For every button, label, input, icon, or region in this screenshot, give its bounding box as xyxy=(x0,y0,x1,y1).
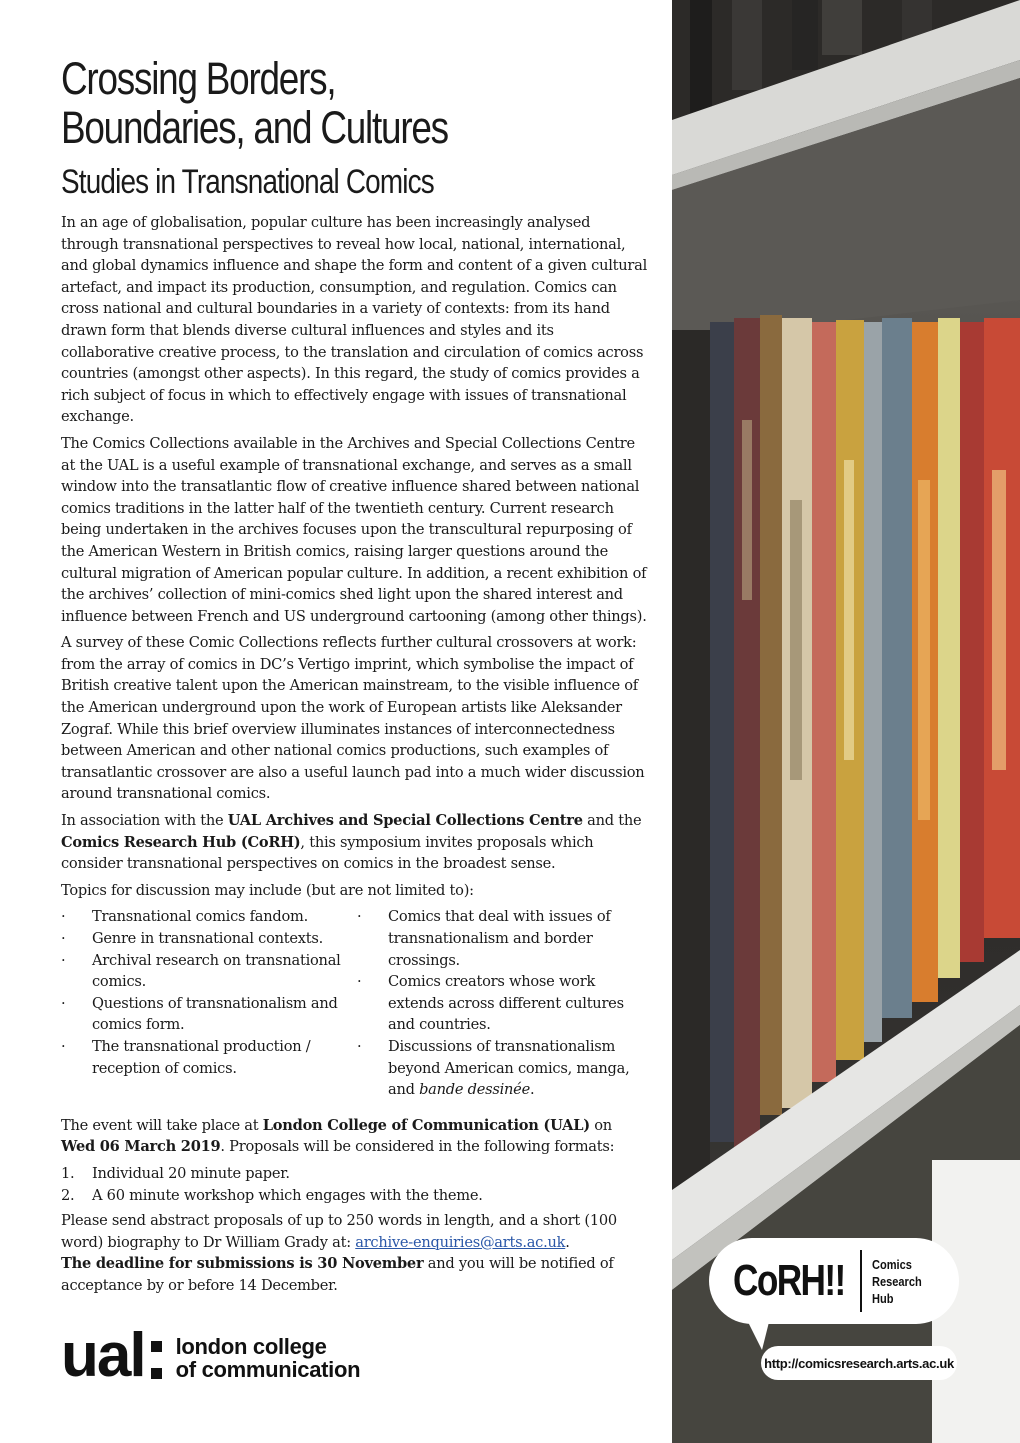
list-number: 2. xyxy=(61,1186,75,1204)
deadline-text: The deadline for submissions is 30 November xyxy=(61,1255,424,1273)
lcc-wordmark xyxy=(176,1335,361,1381)
list-item xyxy=(61,1185,649,1207)
topics-column-1 xyxy=(61,906,357,1100)
page-title xyxy=(61,54,635,152)
paragraph-submission xyxy=(61,1210,649,1296)
lcc-line-2: of communication xyxy=(175,1357,361,1382)
corh-logo xyxy=(709,1238,959,1324)
list-item: · The transnational production / reception of comics. xyxy=(61,1036,357,1079)
list-item: · Transnational comics fandom. xyxy=(61,906,357,928)
paragraph-intro: In an age of globalisation, popular culture has been increasingly analysed through transnational perspectives to reveal how local, national, international, and global dynamics influence and shape the form and content of a given cultural artefact, and impact its production, consumption, and regulation. Comics can cross national and cultural boundaries in a variety of contexts: from its hand drawn form that blends diverse cultural influences and styles and its collaborative creative process, to the translation and circulation of comics across countries (amongst other aspects). In this regard, the study of comics provides a rich subject of focus in which to effectively engage with issues of transnational exchange. xyxy=(61,214,647,426)
corh-sub-line: Hub xyxy=(872,1290,894,1306)
corh-url-link[interactable]: http://comicsresearch.arts.ac.uk xyxy=(761,1346,957,1380)
event-date: Wed 06 March 2019 xyxy=(61,1138,221,1156)
text-span: . Proposals will be considered in the following formats: xyxy=(220,1138,615,1156)
topics-column-2 xyxy=(357,906,649,1100)
bande-dessinee-term: bande dessinée xyxy=(419,1081,530,1099)
email-link[interactable]: archive-enquiries@arts.ac.uk xyxy=(355,1233,566,1251)
text-span: , this symposium invites proposals which consider transnational perspectives on comics in the broadest sense. xyxy=(61,833,594,873)
list-item-text: A 60 minute workshop which engages with the theme. xyxy=(92,1186,483,1204)
list-item: · Archival research on transnational comics. xyxy=(61,950,357,993)
bookshelf-illustration xyxy=(672,0,1020,1443)
list-number: 1. xyxy=(61,1164,75,1182)
body-text xyxy=(61,212,649,1302)
list-item xyxy=(61,1163,649,1185)
paragraph-association xyxy=(61,810,649,875)
corh-subtitle xyxy=(872,1256,922,1307)
text-span: on xyxy=(589,1116,612,1134)
text-span: and you will be notified of acceptance by or before 14 December. xyxy=(61,1255,614,1294)
list-item xyxy=(357,1036,649,1101)
paragraph-collections: The Comics Collections available in the Archives and Special Collections Centre at the UAL is a useful example of transnational exchange, and serves as a small window into the transatlantic flow of creative influence shared between national comics traditions in the latter half of the twentieth century. Current research being undertaken in the archives focuses upon the transcultural repurposing of the American Western in British comics, raising larger questions around the cultural migration of American popular culture. In addition, a recent exhibition of the archives’ collection of mini-comics shed light upon the shared interest and influence between French and US underground cartooning (among other things). xyxy=(61,434,647,625)
ual-wordmark: ual xyxy=(61,1321,145,1390)
list-item: · Comics creators whose work extends across different cultures and countries. xyxy=(357,971,649,1036)
text-span: . xyxy=(565,1233,570,1251)
corh-divider xyxy=(860,1250,862,1312)
text-span: . xyxy=(529,1081,535,1099)
formats-list xyxy=(61,1163,649,1206)
title-line-1: Crossing Borders, xyxy=(61,53,336,104)
paragraph-event xyxy=(61,1115,649,1158)
lcc-line-1: london college xyxy=(175,1334,327,1359)
venue-name: London College of Communication (UAL) xyxy=(262,1116,590,1134)
list-item: · Comics that deal with issues of transnationalism and border crossings. xyxy=(357,906,649,971)
text-span: In association with the xyxy=(61,812,228,830)
text-span: Please send abstract proposals of up to 250 words in length, and a short (100 word) biography to Dr William Grady at: xyxy=(61,1212,617,1251)
corh-wordmark: CoRH!! xyxy=(733,1256,845,1305)
corh-sub-line: Research xyxy=(872,1273,922,1289)
page-subtitle: Studies in Transnational Comics xyxy=(61,163,434,201)
list-item-text: Individual 20 minute paper. xyxy=(92,1164,290,1182)
bookshelf-photo xyxy=(672,0,1020,1443)
list-item: · Questions of transnationalism and comics form. xyxy=(61,993,357,1036)
text-span: Discussions of transnationalism beyond American comics, manga, and xyxy=(388,1037,630,1099)
corh-name: Comics Research Hub (CoRH) xyxy=(61,833,301,851)
ual-colon-mark xyxy=(151,1341,162,1379)
ual-lcc-logo xyxy=(61,1321,361,1390)
topics-list xyxy=(61,906,649,1100)
text-span: The event will take place at xyxy=(61,1116,263,1134)
archives-centre-name: UAL Archives and Special Collections Centre xyxy=(227,812,583,830)
paragraph-survey: A survey of these Comic Collections reflects further cultural crossovers at work: from the array of comics in DC’s Vertigo imprint, which symbolise the impact of British creative talent upon the American mainstream, to the visible influence of the American underground upon the work of European artists like Aleksander Zograf. While this brief overview illuminates instances of interconnectedness between American and other national comics productions, such examples of transatlantic crossover are also a useful launch pad into a much wider discussion around transnational comics. xyxy=(61,634,645,803)
text-span: and the xyxy=(582,812,642,830)
list-item: · Genre in transnational contexts. xyxy=(61,928,357,950)
corh-sub-line: Comics xyxy=(872,1256,912,1272)
paragraph-topics-intro: Topics for discussion may include (but are not limited to): xyxy=(61,881,474,899)
title-line-2: Boundaries, and Cultures xyxy=(61,102,448,153)
